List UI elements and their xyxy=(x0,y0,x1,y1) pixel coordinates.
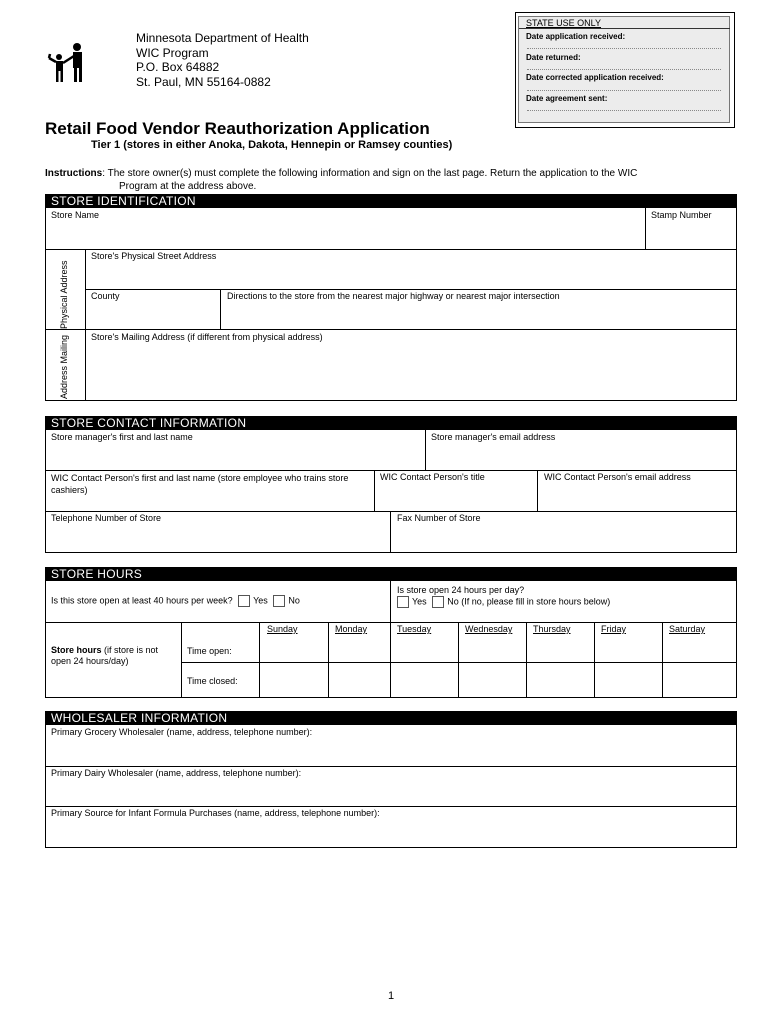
org-program: WIC Program xyxy=(136,45,209,60)
day-sunday: Sunday xyxy=(267,624,298,634)
fax-field[interactable]: Fax Number of Store xyxy=(397,513,481,523)
wic-contact-email-field[interactable]: WIC Contact Person's email address xyxy=(544,472,691,482)
store-identification-header: STORE IDENTIFICATION xyxy=(45,194,737,208)
wic-contact-name-field[interactable]: WIC Contact Person's first and last name (store employee who trains store cashiers) xyxy=(51,473,349,495)
physical-address-side-label: Physical Address xyxy=(59,260,69,329)
family-icon xyxy=(46,42,88,84)
store-hours-label: Store hours (if store is not open 24 hours/day) xyxy=(51,645,159,666)
open-40-yes-checkbox[interactable] xyxy=(238,595,250,607)
manager-name-field[interactable]: Store manager's first and last name xyxy=(51,432,193,442)
open-24-hours-question: Is store open 24 hours per day? xyxy=(397,585,525,595)
time-closed-label: Time closed: xyxy=(187,676,238,686)
instructions xyxy=(45,168,745,179)
wholesaler-header: WHOLESALER INFORMATION xyxy=(45,711,737,725)
state-use-box xyxy=(515,12,735,128)
mailing-address-field[interactable]: Store's Mailing Address (if different from physical address) xyxy=(91,332,323,342)
day-tuesday: Tuesday xyxy=(397,624,432,634)
instructions-label: Instructions xyxy=(45,168,103,179)
instructions-text-cont: Program at the address above. xyxy=(119,181,257,192)
no-label: No xyxy=(288,595,300,606)
day-monday: Monday xyxy=(335,624,368,634)
state-use-title: STATE USE ONLY xyxy=(526,18,602,28)
wholesaler-section xyxy=(45,711,737,848)
state-use-field: Date corrected application received: xyxy=(526,73,664,82)
open-24-answers xyxy=(394,596,610,608)
open-40-no-checkbox[interactable] xyxy=(273,595,285,607)
open-40-hours-question: Is this store open at least 40 hours per week? Yes No xyxy=(51,595,300,606)
grocery-wholesaler-field[interactable]: Primary Grocery Wholesaler (name, address, telephone number): xyxy=(51,727,313,737)
state-use-field: Date returned: xyxy=(526,53,581,62)
no-24-label: No (If no, please fill in store hours below) xyxy=(447,596,611,607)
mailing-address-side-label: Address Mailing xyxy=(59,334,69,399)
instructions-text: : The store owner(s) must complete the following information and sign on the last page. Return the application to the WIC xyxy=(102,168,638,179)
street-address-field[interactable]: Store's Physical Street Address xyxy=(91,251,217,261)
page-number: 1 xyxy=(388,990,395,1002)
wic-contact-title-field[interactable]: WIC Contact Person's title xyxy=(380,472,485,482)
day-wednesday: Wednesday xyxy=(465,624,513,634)
manager-email-field[interactable]: Store manager's email address xyxy=(431,432,556,442)
dairy-wholesaler-field[interactable]: Primary Dairy Wholesaler (name, address, telephone number): xyxy=(51,768,302,778)
day-friday: Friday xyxy=(601,624,627,634)
store-contact-header: STORE CONTACT INFORMATION xyxy=(45,416,737,430)
infant-formula-source-field[interactable]: Primary Source for Infant Formula Purchases (name, address, telephone number): xyxy=(51,808,380,818)
yes-label: Yes xyxy=(412,596,427,607)
telephone-field[interactable]: Telephone Number of Store xyxy=(51,513,162,523)
directions-field[interactable]: Directions to the store from the nearest major highway or nearest major intersection xyxy=(227,291,560,301)
page-title: Retail Food Vendor Reauthorization Application xyxy=(45,119,430,138)
page-subtitle: Tier 1 (stores in either Anoka, Dakota, Hennepin or Ramsey counties) xyxy=(91,139,453,151)
org-name: Minnesota Department of Health xyxy=(136,31,309,45)
store-contact-section xyxy=(45,416,737,553)
store-identification-section xyxy=(45,194,737,401)
stamp-number-field[interactable]: Stamp Number xyxy=(651,210,712,220)
day-thursday: Thursday xyxy=(533,624,571,634)
org-city: St. Paul, MN 55164-0882 xyxy=(136,74,271,89)
yes-label: Yes xyxy=(253,595,268,606)
state-use-field: Date agreement sent: xyxy=(526,94,608,103)
store-hours-header: STORE HOURS xyxy=(45,567,737,581)
store-name-field[interactable]: Store Name xyxy=(51,210,100,220)
org-address xyxy=(136,31,309,89)
wic-logo xyxy=(46,42,88,84)
day-saturday: Saturday xyxy=(669,624,706,634)
time-open-label: Time open: xyxy=(187,646,232,656)
store-hours-section xyxy=(45,567,737,698)
open-24-no-checkbox[interactable] xyxy=(432,596,444,608)
county-field[interactable]: County xyxy=(91,291,120,301)
open-24-yes-checkbox[interactable] xyxy=(397,596,409,608)
org-pobox: P.O. Box 64882 xyxy=(136,60,220,74)
state-use-field: Date application received: xyxy=(526,32,626,41)
